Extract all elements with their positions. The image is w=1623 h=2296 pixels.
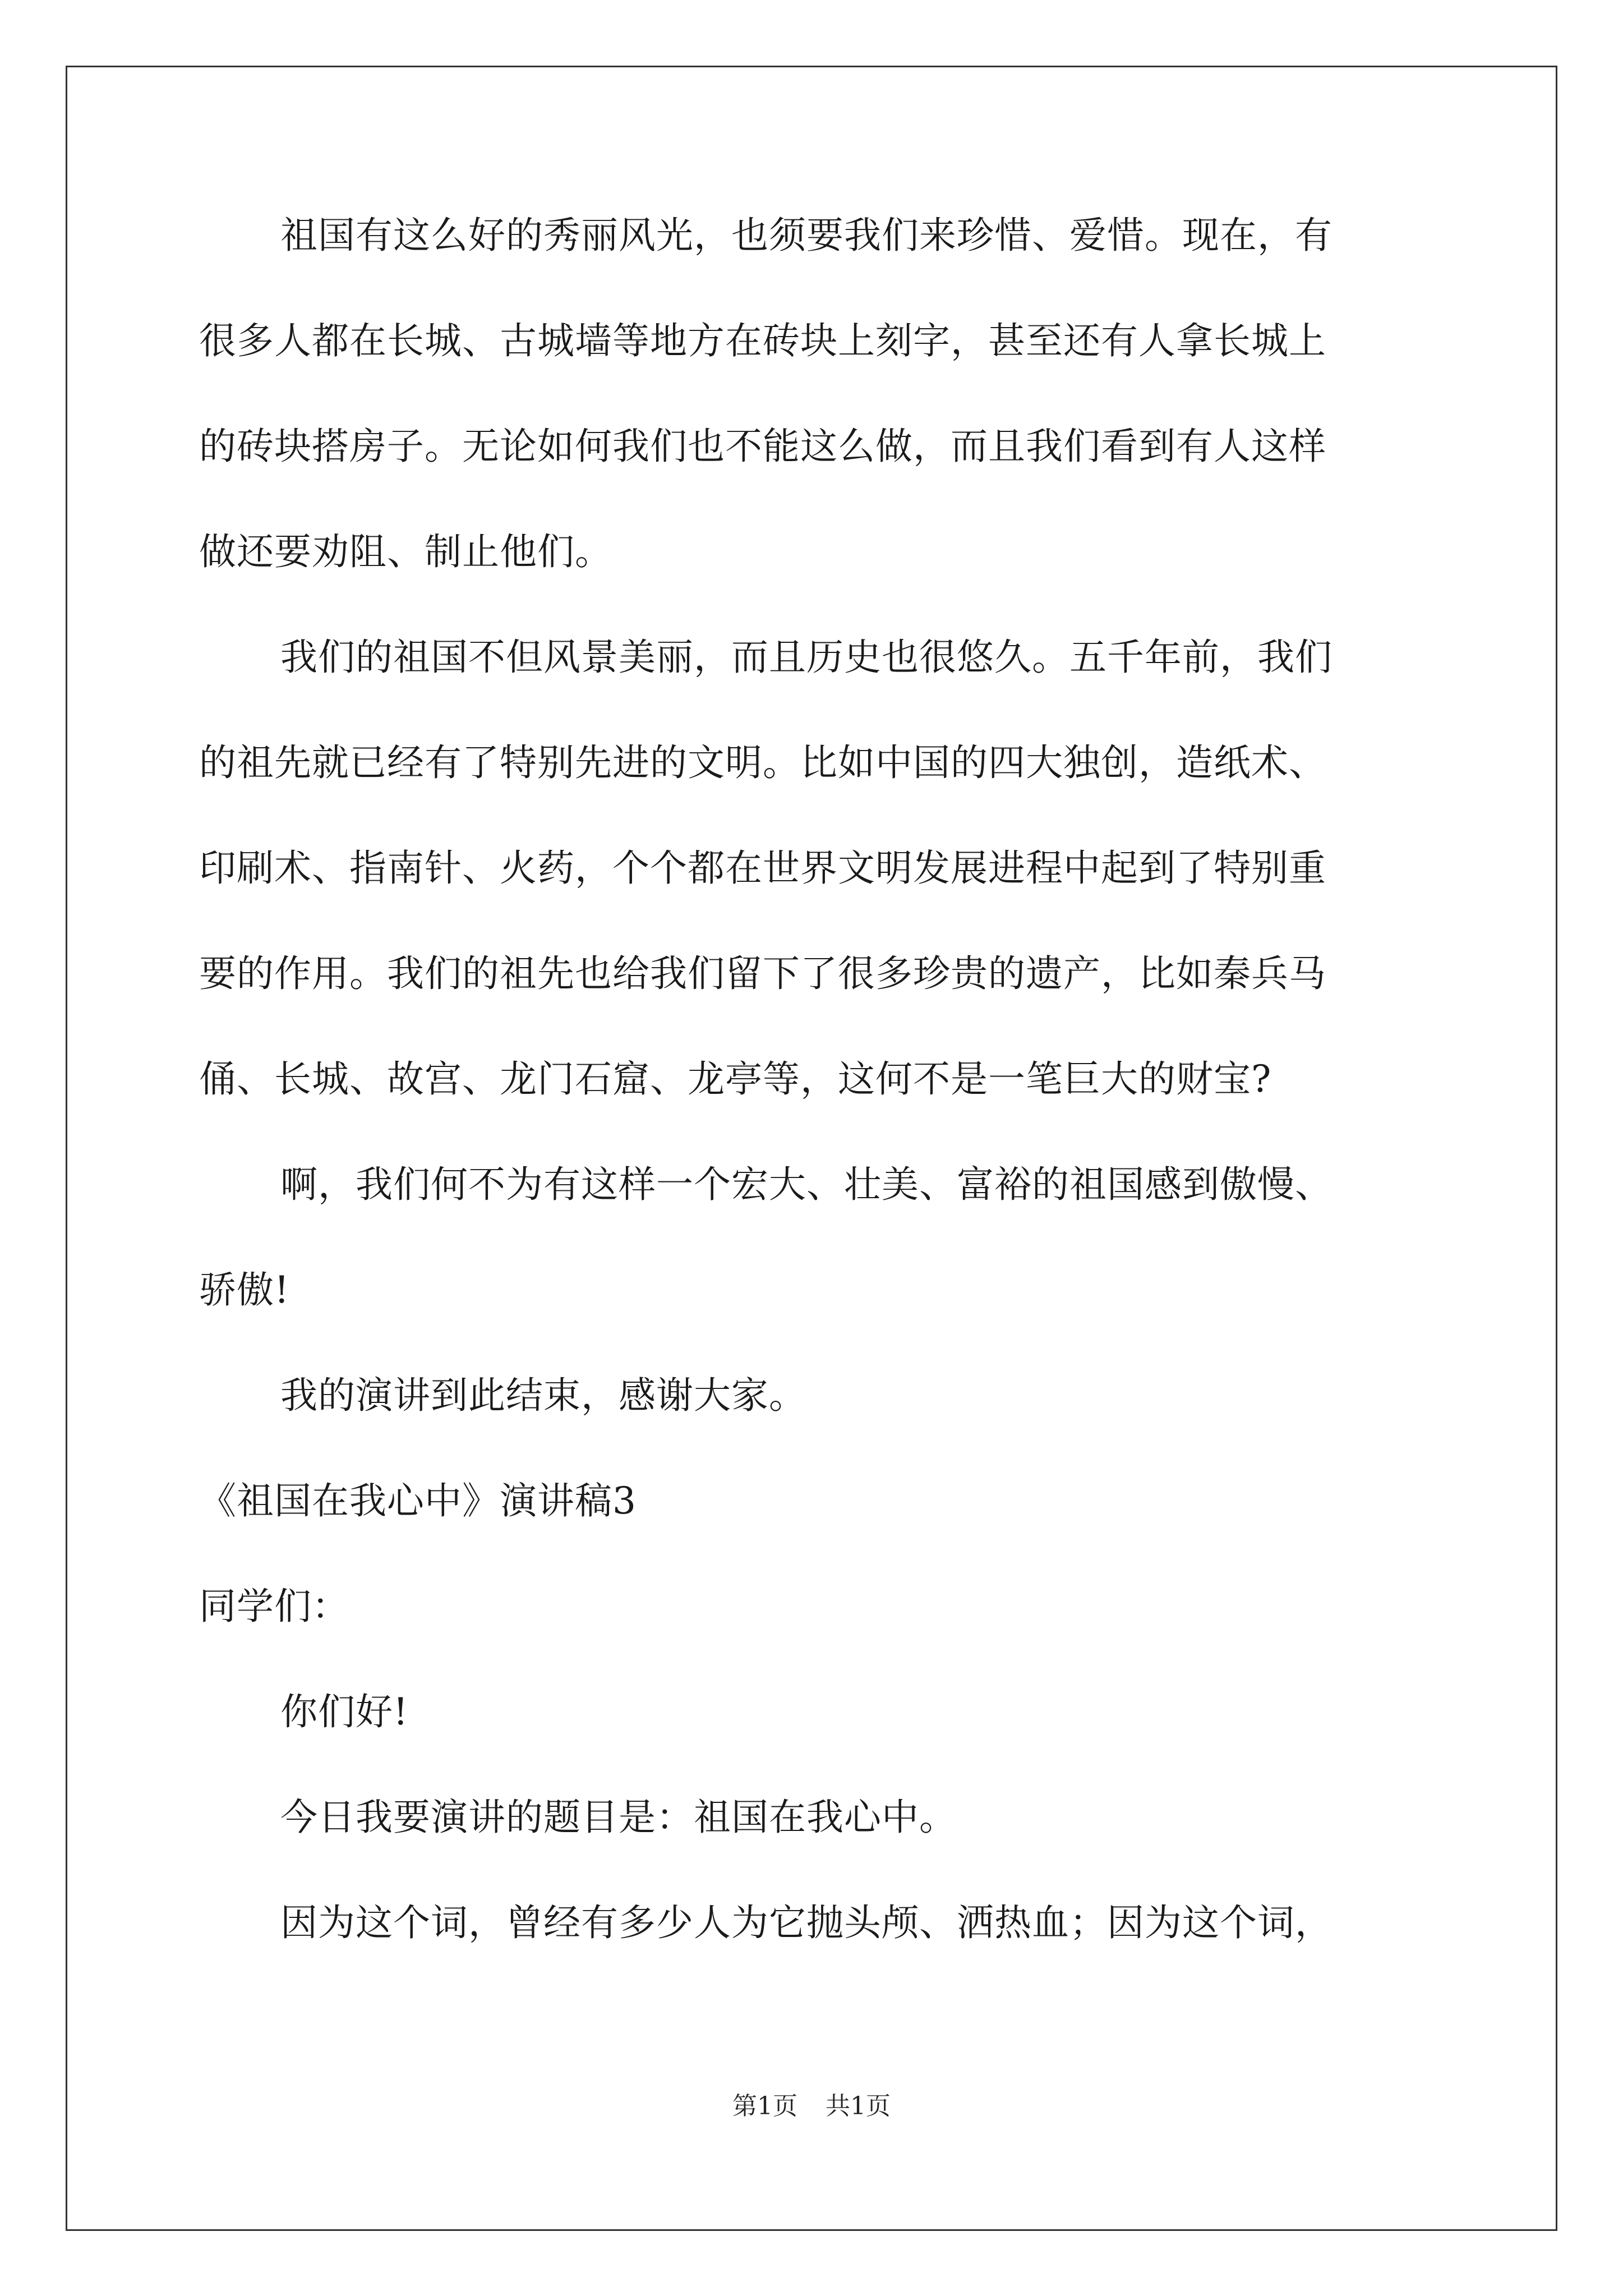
paragraph-line: 的祖先就已经有了特别先进的文明。比如中国的四大独创，造纸术、 xyxy=(199,741,1326,784)
paragraph-line: 我的演讲到此结束，感谢大家。 xyxy=(280,1374,806,1417)
paragraph-line: 印刷术、指南针、火药，个个都在世界文明发展进程中起到了特别重 xyxy=(199,846,1326,890)
paragraph-line: 骄傲! xyxy=(199,1268,290,1312)
paragraph-line: 因为这个词，曾经有多少人为它抛头颅、洒热血；因为这个词， xyxy=(280,1901,1332,1944)
paragraph-line: 做还要劝阻、制止他们。 xyxy=(199,530,612,573)
paragraph-line: 很多人都在长城、古城墙等地方在砖块上刻字，甚至还有人拿长城上 xyxy=(199,319,1326,362)
paragraph-line: 今日我要演讲的题目是：祖国在我心中。 xyxy=(280,1796,957,1839)
paragraph-line: 祖国有这么好的秀丽风光，也须要我们来珍惜、爱惜。现在，有 xyxy=(280,214,1332,257)
paragraph-line: 我们的祖国不但风景美丽，而且历史也很悠久。五千年前，我们 xyxy=(280,636,1332,679)
page-footer xyxy=(0,2087,1623,2126)
paragraph-line: 啊，我们何不为有这样一个宏大、壮美、富裕的祖国感到傲慢、 xyxy=(280,1163,1332,1206)
page-number: 第1页 xyxy=(732,2092,797,2120)
paragraph-line: 你们好! xyxy=(280,1690,409,1733)
paragraph-line: 俑、长城、故宫、龙门石窟、龙亭等，这何不是一笔巨大的财宝? xyxy=(199,1057,1272,1101)
paragraph-line: 的砖块搭房子。无论如何我们也不能这么做，而且我们看到有人这样 xyxy=(199,425,1326,468)
salutation: 同学们： xyxy=(199,1585,349,1628)
section-heading: 《祖国在我心中》演讲稿3 xyxy=(199,1479,637,1522)
paragraph-line: 要的作用。我们的祖先也给我们留下了很多珍贵的遗产，比如秦兵马 xyxy=(199,952,1326,995)
page-total: 共1页 xyxy=(826,2092,891,2120)
